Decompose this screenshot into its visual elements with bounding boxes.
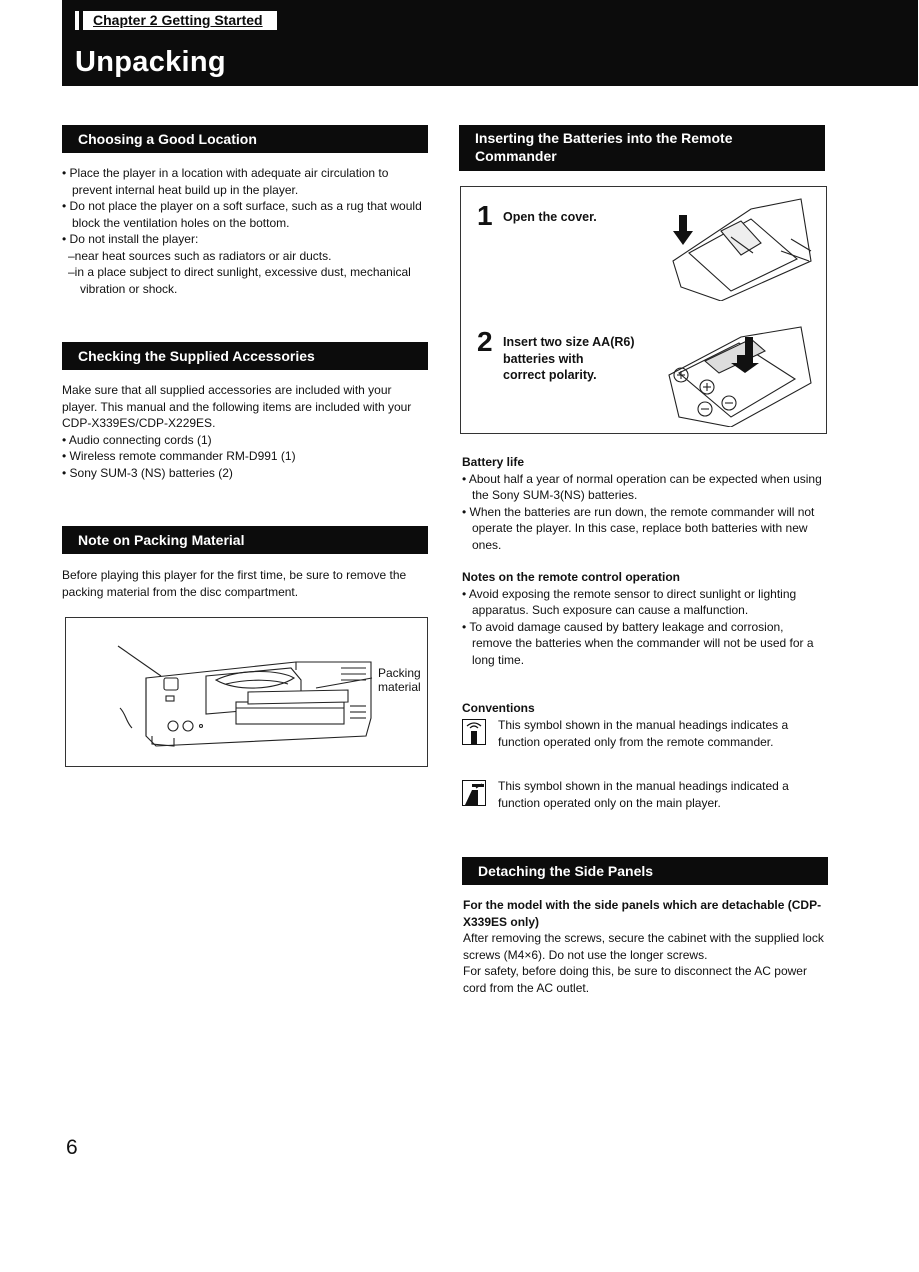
remote-commander-icon — [462, 719, 486, 745]
side-panels-text — [463, 897, 827, 996]
battery-life-section — [462, 454, 826, 553]
accessories-text — [62, 382, 422, 481]
paragraph: For safety, before doing this, be sure to disconnect the AC power cord from the AC outlet. — [463, 964, 807, 995]
packing-illustration-box — [65, 617, 428, 767]
list-item: • To avoid damage caused by battery leakage and corrosion, remove the batteries when the commander will not be used for a long time. — [462, 619, 814, 667]
convention-text: This symbol shown in the manual headings indicates a function operated only from the remote commander. — [498, 718, 789, 749]
list-item: • Audio connecting cords (1) — [62, 432, 212, 447]
list-item: • Do not install the player: — [62, 232, 199, 246]
cd-player-illustration — [66, 618, 427, 766]
list-item: • When the batteries are run down, the remote commander will not operate the player. In this case, replace both batteries with new ones. — [462, 504, 815, 552]
convention-remote — [462, 717, 826, 769]
list-item: • Wireless remote commander RM-D991 (1) — [62, 449, 296, 463]
list-item: • Sony SUM-3 (NS) batteries (2) — [62, 465, 233, 480]
packing-callout-label: Packing material — [378, 666, 421, 694]
list-item: • Do not place the player on a soft surface, such as a rug that would block the ventilation holes on the bottom. — [62, 199, 422, 230]
remote-open-cover-illustration — [661, 191, 821, 301]
location-text — [62, 165, 430, 297]
remote-notes-section — [462, 569, 826, 668]
remote-insert-batteries-illustration — [661, 317, 821, 427]
accessories-intro: Make sure that all supplied accessories are included with your player. This manual and the following items are included with your CDP-X339ES/CDP-X229ES. — [62, 383, 412, 430]
main-player-icon — [462, 780, 486, 806]
section-heading-accessories: Checking the Supplied Accessories — [62, 342, 428, 370]
step-number: 2 — [477, 326, 493, 357]
subheading: Conventions — [462, 701, 535, 715]
chapter-banner — [62, 0, 918, 86]
subheading: Notes on the remote control operation — [462, 570, 681, 584]
subheading: For the model with the side panels which are detachable (CDP-X339ES only) — [463, 898, 822, 929]
list-item: • Place the player in a location with adequate air circulation to prevent internal heat build up in the player. — [62, 166, 389, 197]
chapter-label: Chapter 2 Getting Started — [75, 11, 277, 30]
list-item: –near heat sources such as radiators or air ducts. — [68, 248, 332, 263]
page-title: Unpacking — [75, 46, 226, 78]
section-heading-location: Choosing a Good Location — [62, 125, 428, 153]
subheading: Battery life — [462, 455, 525, 469]
battery-steps-box — [460, 186, 827, 434]
paragraph: After removing the screws, secure the cabinet with the supplied lock screws (M4×6). Do not use the longer screws. — [463, 931, 824, 962]
page-number: 6 — [66, 1136, 78, 1159]
list-item: • About half a year of normal operation can be expected when using the Sony SUM-3(NS) batteries. — [462, 471, 822, 502]
step-number: 1 — [477, 200, 493, 231]
list-item: –in a place subject to direct sunlight, excessive dust, mechanical vibration or shock. — [68, 265, 411, 296]
convention-player — [462, 778, 826, 818]
conventions-heading — [462, 700, 826, 717]
section-heading-packing: Note on Packing Material — [62, 526, 428, 554]
step-text: Open the cover. — [503, 210, 597, 224]
convention-text: This symbol shown in the manual headings indicated a function operated only on the main player. — [498, 779, 789, 810]
packing-text — [62, 567, 422, 600]
step-text: Insert two size AA(R6) batteries with correct polarity. — [503, 335, 635, 382]
section-heading-side-panels: Detaching the Side Panels — [462, 857, 828, 885]
section-heading-batteries: Inserting the Batteries into the Remote Commander — [459, 125, 825, 171]
list-item: • Avoid exposing the remote sensor to direct sunlight or lighting apparatus. Such exposure can cause a malfunction. — [462, 586, 797, 617]
packing-paragraph: Before playing this player for the first time, be sure to remove the packing material from the disc compartment. — [62, 568, 407, 599]
